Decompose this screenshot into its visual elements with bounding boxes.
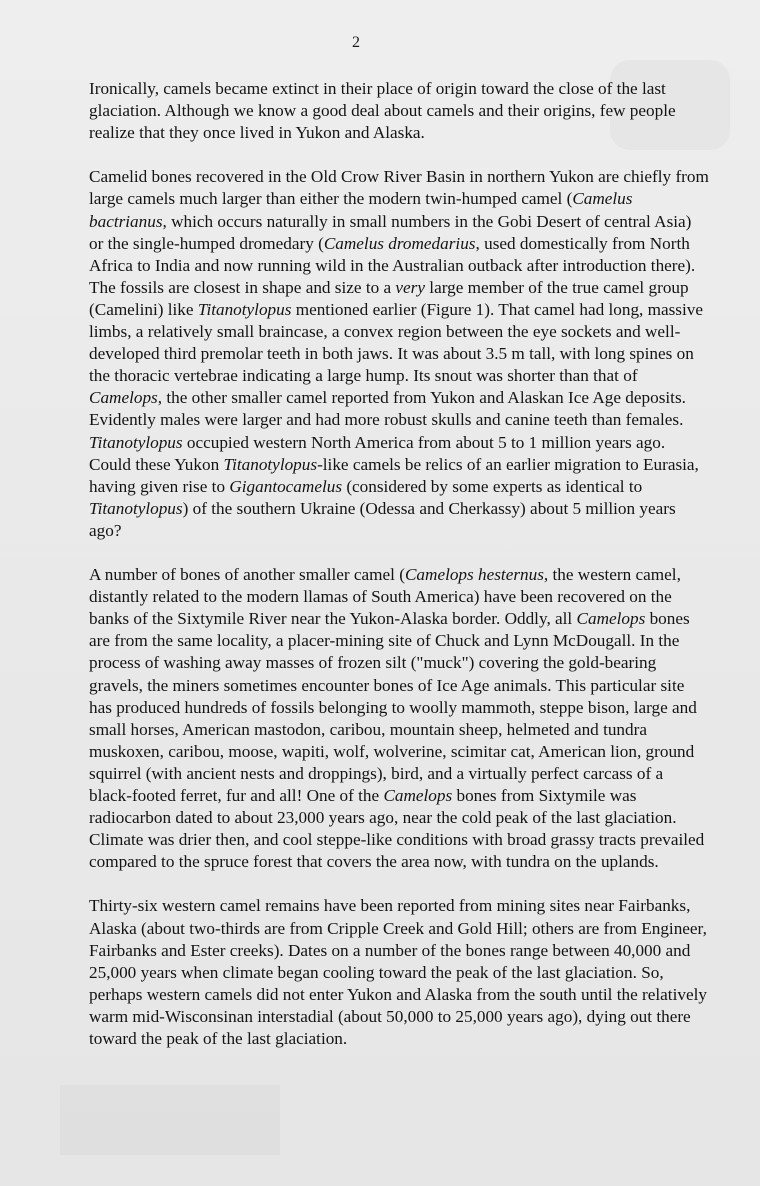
italic-term: Camelus dromedarius [323, 233, 476, 253]
italic-term: Camelops [576, 609, 646, 629]
text-run: bones from Sixtymile was radiocarbon dated to about 23,000 years ago, near the cold peak of the last glaciation. Climate was drier then, and cool steppe-like conditions with broad grassy tracts prevailed compared to the spruce forest that covers the area now, with tundra on the uplands. [89, 786, 705, 872]
paragraph [89, 78, 709, 144]
italic-term: Camelus bactrianus [89, 189, 633, 231]
text-run: Camelid bones recovered in the Old Crow River Basin in northern Yukon are chiefly from large camels much larger than either the modern twin-humped camel ( [89, 167, 709, 209]
italic-term: very [395, 277, 425, 297]
text-run: , which occurs naturally in small numbers in the Gobi Desert of central Asia) or the single-humped dromedary ( [89, 211, 692, 253]
text-run: ) of the southern Ukraine (Odessa and Cherkassy) about 5 million years ago? [89, 498, 676, 540]
text-run: Thirty-six western camel remains have been reported from mining sites near Fairbanks, Alaska (about two-thirds are from Cripple Creek and Gold Hill; others are from Engineer, Fairbanks and Ester creeks). Dates on a number of the bones range between 40,000 and 25,000 years when climate began cooling toward the peak of the last glaciation. So, perhaps western camels did not enter Yukon and Alaska from the south until the relatively warm mid-Wisconsinan interstadial (about 50,000 to 25,000 years ago), dying out there toward the peak of the last glaciation. [89, 896, 707, 1049]
text-run: occupied western North America from about 5 to 1 million years ago. Could these Yukon [89, 432, 666, 474]
italic-term: Gigantocamelus [229, 476, 343, 496]
paragraph [89, 166, 709, 542]
text-run: (considered by some experts as identical to [342, 476, 643, 496]
page-number: 2 [352, 34, 360, 51]
italic-term: Camelops [89, 388, 158, 408]
paragraph [89, 895, 709, 1050]
bleed-through-shadow [60, 1085, 280, 1155]
italic-term: Camelops hesternus [404, 565, 544, 585]
italic-term: Titanotylopus [223, 454, 318, 474]
italic-term: Titanotylopus [197, 299, 292, 319]
text-run: Ironically, camels became extinct in their place of origin toward the close of the last glaciation. Although we know a good deal about camels and their origins, few people realize that they once lived in Yukon and Alaska. [89, 79, 676, 143]
text-run: bones are from the same locality, a placer-mining site of Chuck and Lynn McDougall. In the process of washing away masses of frozen silt ("muck") covering the gold-bearing gravels, the miners sometimes encounter bones of Ice Age animals. This particular site has produced hundreds of fossils belonging to woolly mammoth, steppe bison, large and small horses, American mastodon, caribou, mountain sheep, helmeted and tundra muskoxen, caribou, moose, wapiti, wolf, wolverine, scimitar cat, American lion, ground squirrel (with ancient nests and droppings), bird, and a virtually perfect carcass of a black-footed ferret, fur and all! One of the [89, 609, 697, 805]
text-run: A number of bones of another smaller camel ( [89, 565, 405, 585]
text-run: -like camels be relics of an earlier migration to Eurasia, having given rise to [89, 454, 699, 496]
text-run: , the other smaller camel reported from Yukon and Alaskan Ice Age deposits. Evidently males were larger and had more robust skulls and canine teeth than females. [89, 388, 686, 430]
italic-term: Titanotylopus [89, 432, 183, 452]
text-run: , the western camel, distantly related to the modern llamas of South America) have been recovered on the banks of the Sixtymile River near the Yukon-Alaska border. Oddly, all [89, 565, 681, 629]
paragraph [89, 564, 709, 873]
body-text [89, 78, 709, 1072]
text-run: large member of the true camel group (Camelini) like [89, 277, 689, 319]
italic-term: Camelops [383, 786, 453, 805]
text-run: mentioned earlier (Figure 1). That camel had long, massive limbs, a relatively small braincase, a convex region between the eye sockets and well-developed third premolar teeth in both jaws. It was about 3.5 m tall, with long spines on the thoracic vertebrae indicating a large hump. Its snout was shorter than that of [89, 299, 703, 386]
italic-term: Titanotylopus [89, 498, 183, 518]
text-run: , used domestically from North Africa to India and now running wild in the Australian outback after introduction there). The fossils are closest in shape and size to a [89, 233, 696, 297]
